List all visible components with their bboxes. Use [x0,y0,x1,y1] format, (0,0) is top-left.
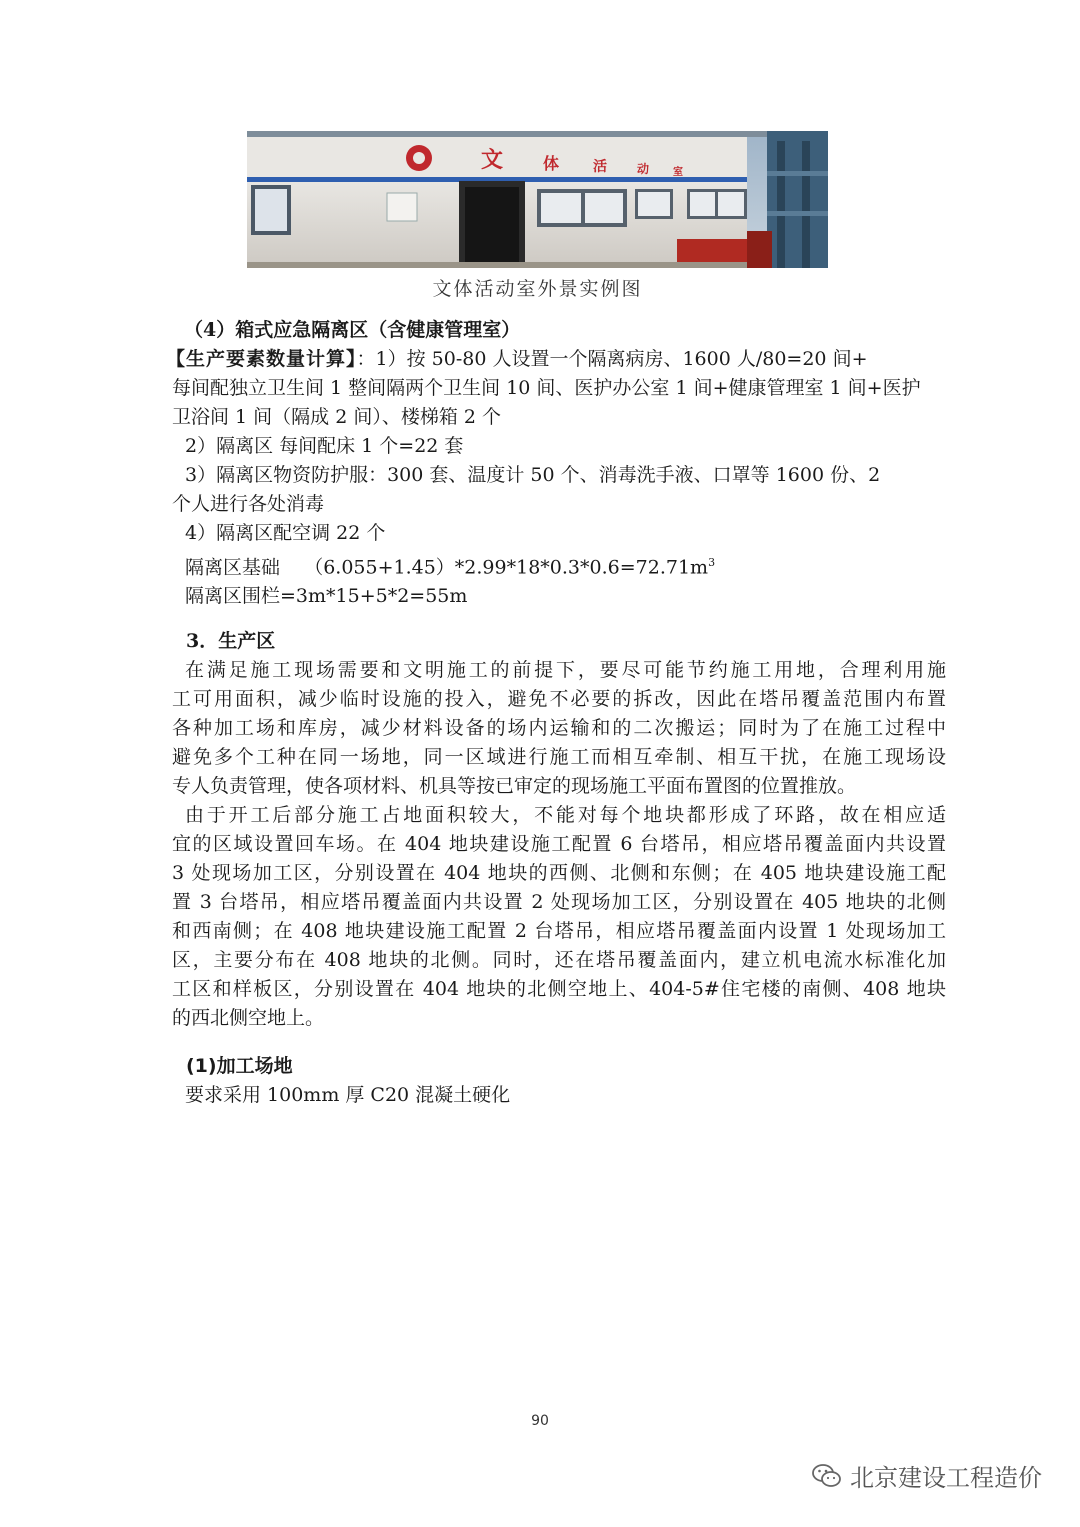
page-number: 90 [531,1413,549,1429]
para2-line: 置 3 台塔吊，相应塔吊覆盖面内共设置 2 处现场加工区，分别设置在 405 地块的北侧 [172,891,946,913]
sign-char-2: 体 [543,154,560,173]
subsection-1 [166,1052,956,1110]
item-2: 2）隔离区 每间配床 1 个=22 套 [185,435,464,457]
sign-char-3: 活 [593,159,607,175]
intro-rest: ：1）按 50-80 人设置一个隔离病房、1600 人/80=20 间+ [356,348,868,370]
subsection-1-heading: (1)加工场地 [186,1055,293,1077]
subsection-1-text: 要求采用 100mm 厚 C20 混凝土硬化 [185,1084,511,1106]
foundation-unit-sup: 3 [708,556,716,569]
sign-char-4: 动 [637,162,650,176]
intro-bold-label: 【生产要素数量计算】 [166,348,357,370]
intro-line-2: 每间配独立卫生间 1 整间隔两个卫生间 10 间、医护办公室 1 间+健康管理室 1 间+医护 [172,377,921,399]
item-3-line-1: 3）隔离区物资防护服：300 套、温度计 50 个、消毒洗手液、口罩等 1600 份、2 [185,464,881,486]
item-4: 4）隔离区配空调 22 个 [185,522,386,544]
para1-line: 工可用面积，减少临时设施的投入，避免不必要的拆改，因此在塔吊覆盖范围内布置 [172,688,946,710]
para2-line: 宜的区域设置回车场。在 404 地块建设施工配置 6 台塔吊，相应塔吊覆盖面内共设置 [172,833,946,855]
para2-line: 工区和样板区，分别设置在 404 地块的北侧空地上、404-5#住宅楼的南侧、408 地块 [172,978,946,1000]
section-3-para-2 [166,801,946,1033]
item-3-line-2: 个人进行各处消毒 [172,493,325,515]
section-3 [166,627,956,1033]
activity-room-photo [247,131,828,268]
para1-line: 各种加工场和库房，减少材料设备的场内运输和的二次搬运；同时为了在施工过程中 [172,717,946,739]
para1-line: 在满足施工现场需要和文明施工的前提下，要尽可能节约施工用地，合理利用施 [185,659,946,681]
wechat-icon [812,1463,842,1489]
intro-line-3: 卫浴间 1 间（隔成 2 间）、楼梯箱 2 个 [172,406,502,428]
section-4-heading: （4）箱式应急隔离区（含健康管理室） [184,319,521,341]
para1-line: 专人负责管理，使各项材料、机具等按已审定的现场施工平面布置图的位置推放。 [172,775,857,797]
para2-line: 的西北侧空地上。 [172,1007,325,1029]
watermark-text: 北京建设工程造价 [850,1464,1042,1492]
section-4-intro [166,345,956,374]
sign-char-1: 文 [481,148,504,173]
watermark [812,1458,1042,1493]
foundation-label: 隔离区基础 [185,556,281,579]
fence-line: 隔离区围栏=3m*15+5*2=55m [185,585,468,608]
para2-line: 由于开工后部分施工占地面积较大，不能对每个地块都形成了环路，故在相应适 [185,804,946,826]
foundation-line [166,548,956,582]
section-3-heading: 3．生产区 [186,630,276,652]
para2-line: 3 处现场加工区，分别设置在 404 地块的西侧、北侧和东侧；在 405 地块建设施工配 [172,862,946,884]
para2-line: 区，主要分布在 408 地块的北侧。同时，还在塔吊覆盖面内，建立机电流水标准化加 [172,949,946,971]
sign-char-5: 室 [673,167,683,178]
section-3-para-1 [166,656,946,801]
section-4 [166,316,956,611]
para1-line: 避免多个工种在同一场地，同一区域进行施工而相互牵制、相互干扰，在施工现场设 [172,746,946,768]
photo-caption: 文体活动室外景实例图 [432,278,643,300]
para2-line: 和西南侧；在 408 地块建设施工配置 2 台塔吊，相应塔吊覆盖面内设置 1 处现场加工 [172,920,946,942]
foundation-formula: （6.055+1.45）*2.99*18*0.3*0.6=72.71m [304,556,709,579]
